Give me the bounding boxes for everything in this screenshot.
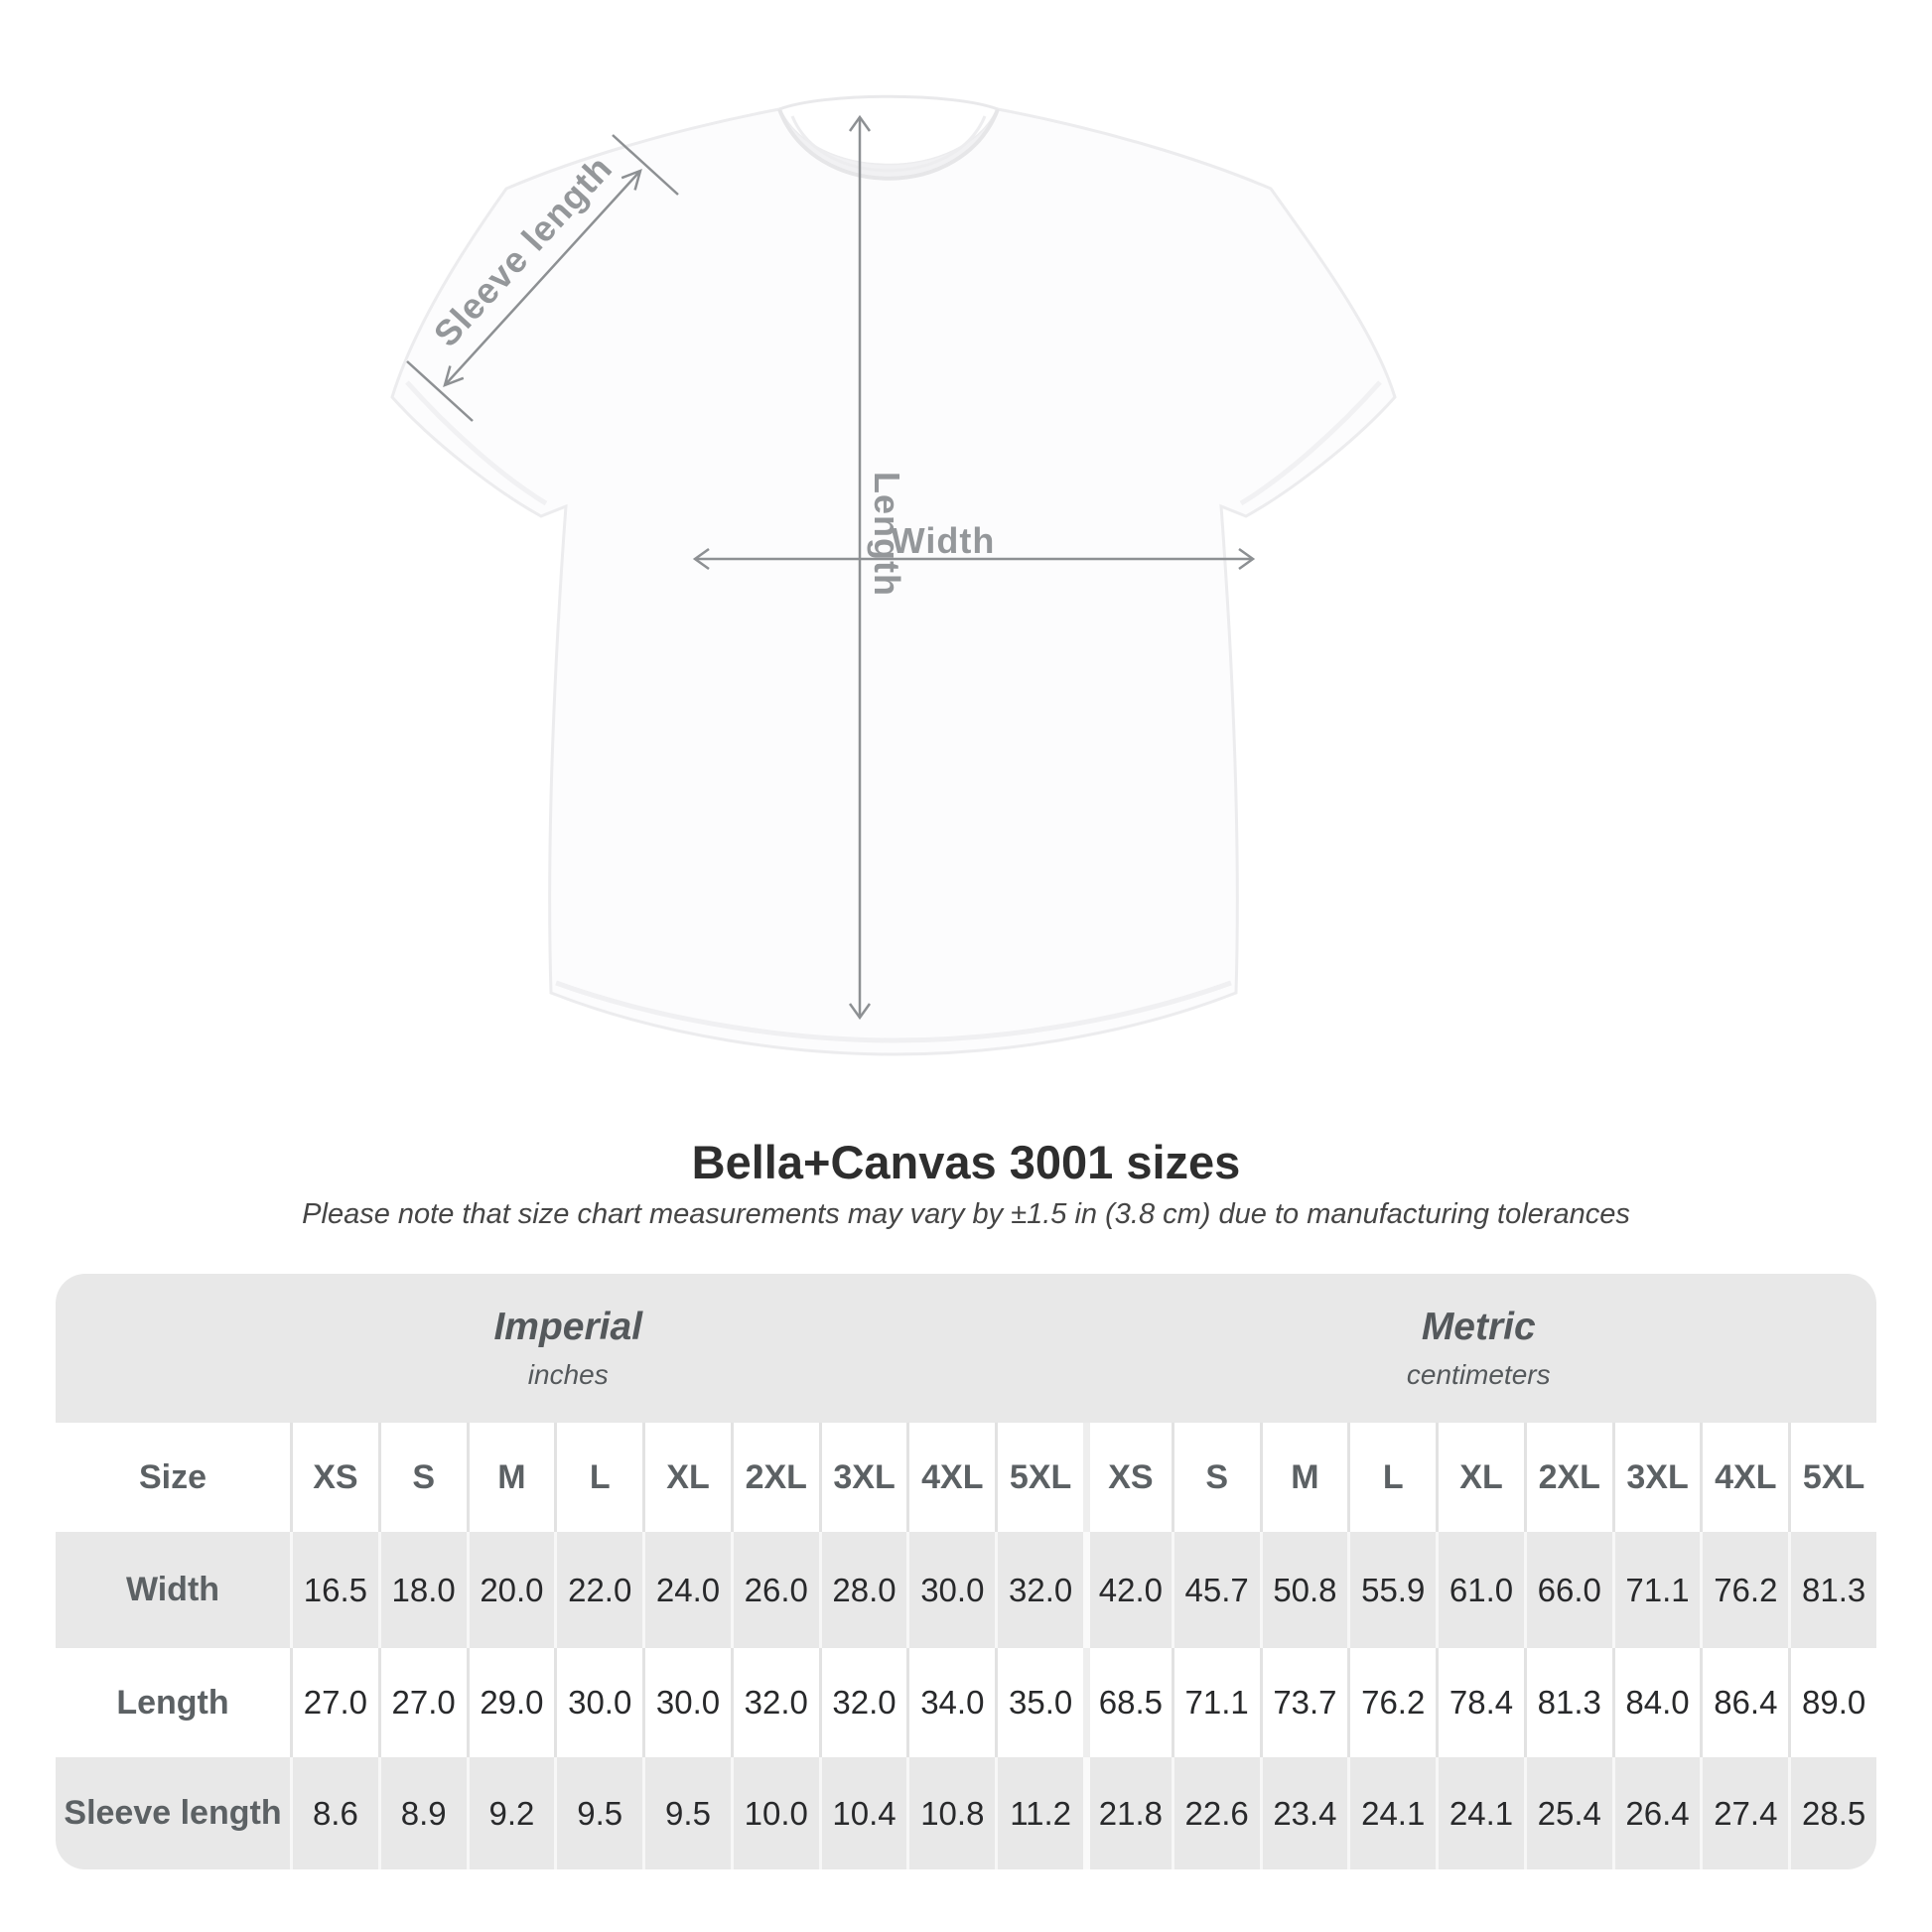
value-cell: 27.0	[378, 1648, 467, 1757]
imperial-label: Imperial	[493, 1306, 643, 1348]
value-cell: 55.9	[1347, 1532, 1436, 1648]
value-cell: 8.9	[378, 1757, 467, 1869]
value-cell: 27.4	[1700, 1757, 1788, 1869]
value-cell: 26.0	[731, 1532, 819, 1648]
unit-header-band	[56, 1274, 1876, 1423]
value-cell: 16.5	[290, 1532, 378, 1648]
row-label: Sleeve length	[56, 1757, 290, 1869]
size-header-row	[56, 1423, 1876, 1532]
metric-unit-label: centimeters	[1406, 1359, 1551, 1390]
size-header-metric-s: S	[1172, 1423, 1260, 1532]
value-cell: 20.0	[467, 1532, 555, 1648]
value-cell: 35.0	[995, 1648, 1083, 1757]
size-header-metric-4xl: 4XL	[1700, 1423, 1788, 1532]
value-cell: 11.2	[995, 1757, 1083, 1869]
value-cell: 32.0	[995, 1532, 1083, 1648]
value-cell: 24.1	[1436, 1757, 1524, 1869]
size-header-metric-xl: XL	[1436, 1423, 1524, 1532]
size-header-3xl: 3XL	[819, 1423, 907, 1532]
value-cell: 9.5	[642, 1757, 731, 1869]
size-header-metric-2xl: 2XL	[1524, 1423, 1612, 1532]
value-cell: 66.0	[1524, 1532, 1612, 1648]
value-cell: 61.0	[1436, 1532, 1524, 1648]
row-label: Width	[56, 1532, 290, 1648]
imperial-section-header	[56, 1274, 1081, 1423]
value-cell: 25.4	[1524, 1757, 1612, 1869]
value-cell: 71.1	[1612, 1532, 1701, 1648]
table-row-length	[56, 1648, 1876, 1757]
size-header-cell: Size	[56, 1423, 290, 1532]
length-label: Length	[867, 472, 907, 597]
metric-section-header	[1081, 1274, 1876, 1423]
size-header-l: L	[554, 1423, 642, 1532]
value-cell: 30.0	[906, 1532, 995, 1648]
imperial-unit-label: inches	[527, 1359, 609, 1390]
metric-label: Metric	[1421, 1306, 1536, 1348]
value-cell: 29.0	[467, 1648, 555, 1757]
value-cell: 24.1	[1347, 1757, 1436, 1869]
size-header-xs: XS	[290, 1423, 378, 1532]
size-header-2xl: 2XL	[731, 1423, 819, 1532]
size-header-xl: XL	[642, 1423, 731, 1532]
value-cell: 32.0	[731, 1648, 819, 1757]
value-cell: 78.4	[1436, 1648, 1524, 1757]
size-table	[56, 1274, 1876, 1869]
value-cell: 30.0	[554, 1648, 642, 1757]
value-cell: 71.1	[1172, 1648, 1260, 1757]
value-cell: 76.2	[1700, 1532, 1788, 1648]
size-header-metric-5xl: 5XL	[1788, 1423, 1876, 1532]
value-cell: 8.6	[290, 1757, 378, 1869]
value-cell: 23.4	[1260, 1757, 1348, 1869]
value-cell: 81.3	[1788, 1532, 1876, 1648]
value-cell: 24.0	[642, 1532, 731, 1648]
value-cell: 42.0	[1083, 1532, 1172, 1648]
value-cell: 30.0	[642, 1648, 731, 1757]
value-cell: 81.3	[1524, 1648, 1612, 1757]
page-subtitle: Please note that size chart measurements may vary by ±1.5 in (3.8 cm) due to manufacturing tolerances	[302, 1198, 1630, 1230]
value-cell: 89.0	[1788, 1648, 1876, 1757]
value-cell: 9.5	[554, 1757, 642, 1869]
value-cell: 9.2	[467, 1757, 555, 1869]
sleeve-length-label: Sleeve length	[425, 147, 621, 354]
value-cell: 26.4	[1612, 1757, 1701, 1869]
value-cell: 34.0	[906, 1648, 995, 1757]
value-cell: 10.0	[731, 1757, 819, 1869]
size-header-metric-3xl: 3XL	[1612, 1423, 1701, 1532]
value-cell: 10.4	[819, 1757, 907, 1869]
value-cell: 32.0	[819, 1648, 907, 1757]
row-label: Length	[56, 1648, 290, 1757]
value-cell: 27.0	[290, 1648, 378, 1757]
value-cell: 10.8	[906, 1757, 995, 1869]
size-header-4xl: 4XL	[906, 1423, 995, 1532]
width-label: Width	[891, 520, 996, 561]
size-header-metric-l: L	[1347, 1423, 1436, 1532]
size-header-m: M	[467, 1423, 555, 1532]
value-cell: 22.6	[1172, 1757, 1260, 1869]
size-header-s: S	[378, 1423, 467, 1532]
table-row-sleeve-length	[56, 1757, 1876, 1869]
value-cell: 28.5	[1788, 1757, 1876, 1869]
value-cell: 45.7	[1172, 1532, 1260, 1648]
value-cell: 28.0	[819, 1532, 907, 1648]
size-header-metric-m: M	[1260, 1423, 1348, 1532]
size-header-metric-xs: XS	[1083, 1423, 1172, 1532]
value-cell: 68.5	[1083, 1648, 1172, 1757]
value-cell: 18.0	[378, 1532, 467, 1648]
value-cell: 22.0	[554, 1532, 642, 1648]
value-cell: 50.8	[1260, 1532, 1348, 1648]
table-row-width	[56, 1532, 1876, 1648]
size-header-5xl: 5XL	[995, 1423, 1083, 1532]
value-cell: 86.4	[1700, 1648, 1788, 1757]
value-cell: 76.2	[1347, 1648, 1436, 1757]
page-title: Bella+Canvas 3001 sizes	[691, 1136, 1241, 1188]
value-cell: 84.0	[1612, 1648, 1701, 1757]
value-cell: 73.7	[1260, 1648, 1348, 1757]
value-cell: 21.8	[1083, 1757, 1172, 1869]
